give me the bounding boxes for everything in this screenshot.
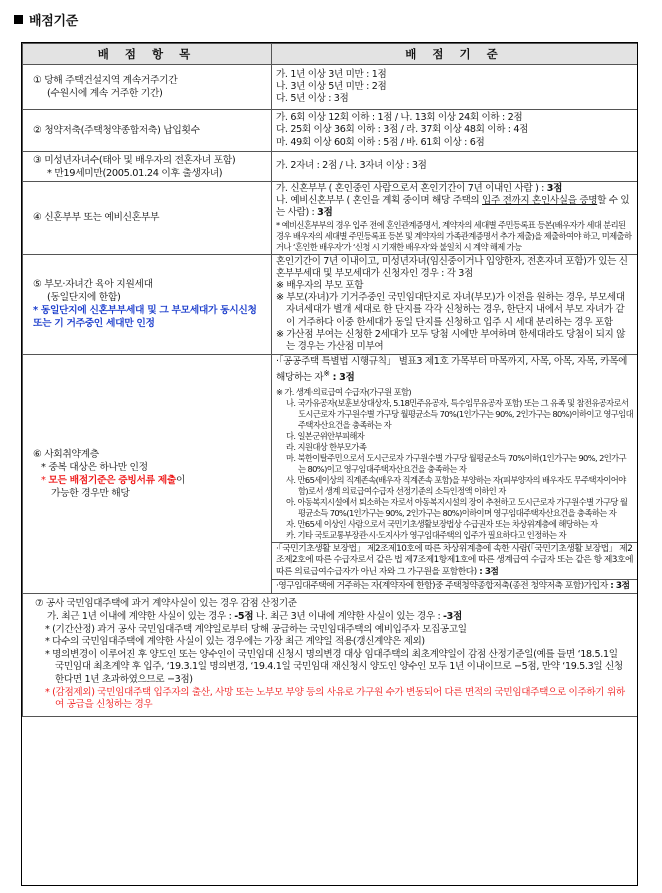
score-text: -3점	[443, 611, 462, 623]
criteria-line: 나. 3년 이상 5년 미만 : 2점	[276, 80, 387, 92]
deduction-note: * 다수의 국민임대주택에 계약한 사실이 있는 경우에는 가장 최근 계약일 적용(갱신계약은 제외)	[45, 636, 425, 648]
table-row	[23, 110, 638, 152]
item-text: ② 청약저축(주택청약종합저축) 납입횟수	[33, 125, 200, 136]
criteria-cell	[272, 355, 638, 594]
deduction-line: 나. 최근 3년 이내에 계약한 사실이 있는 경우 :	[253, 611, 444, 623]
criteria-line: 가. 신혼부부 ( 혼인중인 사람으로서 혼인기간이 7년 이내인 사람 ) :	[276, 183, 547, 194]
score-text: 3점	[546, 183, 563, 194]
list-item: ※ 가. 생계·의료급여 수급자(가구원 포함)	[276, 386, 412, 397]
score-text: : 3점	[607, 581, 630, 592]
table-header-row	[23, 44, 638, 65]
criteria-line: ※ 부모(자녀)가 기거주중인 국민임대단지로 자녀(부모)가 이전을 원하는 경우, 부모세대 자녀세대가 별개 세대로 한 단지를 각각 신청하는 경우, 한단지 내에서 부모 자녀가 같이 거주하다 이중 한세대가 동일 단지를 신청하고 입주 시 세대 분리하는 경우 포함	[276, 292, 625, 328]
criteria-line: 다. 25회 이상 36회 이하 : 3점 / 라. 37회 이상 48회 이하 : 4점	[276, 124, 529, 136]
list-item: 사. 만65세이상의 직계존속(배우자 직계존속 포함)을 부양하는 자(피부양자의 배우자도 무주택자이어야 함)로서 생계 의료급여수급자 선정기준의 소득인정액 이하인 자	[286, 474, 626, 496]
list-item: 자. 만65세 이상인 사람으로서 국민기초생활보장법상 수급권자 또는 차상위계층에 해당하는 자	[286, 518, 598, 529]
criteria-note: * 예비신혼부부의 경우 입주 전에 혼인관계증명서, 계약자의 세대별 주민등록표 등본(배우자가 세대 분리된 경우 배우자의 세대별 주민등록표 등본 및 계약자의 가족관계증명서 추가 제출)을 제출하여야 하고, 미제출하거나 ‘혼인한 배우자’가 ‘신청 시 기재한 배우자’와 불일치 시 계약 해제 가능	[276, 219, 632, 252]
criteria-line: 가. 2자녀 : 2점 / 나. 3자녀 이상 : 3점	[276, 160, 427, 172]
underlined-text: 입주 전까지 혼인사실을 증명	[482, 195, 598, 207]
criteria-subcell	[272, 543, 637, 580]
header-criteria: 배 점 기 준	[272, 44, 638, 65]
item-text: (수원시에 계속 거주한 기간)	[47, 88, 163, 99]
deduction-note-red: * (감점제외) 국민임대주택 입주자의 출산, 사망 또는 노부모 부양 등의 사유로 가구원 수가 변동되어 다른 면적의 국민임대주택으로 이주하기 위하여 공급을 신청하는 경우	[45, 686, 625, 711]
criteria-line: ·영구임대주택에 거주하는 자(계약자에 한함)중 주택청약종합저축(종전 청약저축 포함)가입자	[276, 581, 608, 592]
section-title	[14, 10, 78, 29]
item-text: ④ 신혼부부 또는 예비신혼부부	[33, 212, 160, 224]
list-item: 다. 일본군위안부피해자	[286, 430, 365, 441]
list-item: 카. 기타 국토교통부장관·시·도지사가 영구임대주택의 입주가 필요하다고 인정하는 자	[286, 529, 566, 540]
criteria-table	[22, 43, 638, 717]
criteria-cell	[272, 152, 638, 182]
item-note-red: 모든 배점기준은 증빙서류 제출	[48, 475, 176, 487]
criteria-subcell	[272, 355, 637, 543]
item-text: ⑥ 사회취약계층	[33, 449, 99, 461]
item-note-suffix: 이	[176, 475, 186, 487]
criteria-line: 혼인기간이 7년 이내이고, 미성년자녀(임신중이거나 입양한자, 전혼자녀 포함)가 있는 신혼부부세대 및 부모세대가 신청자인 경우 : 각 3점	[276, 255, 628, 279]
criteria-table-frame	[21, 42, 638, 886]
table-row	[23, 182, 638, 255]
criteria-line: ※ 가산점 부여는 신청한 2세대가 모두 당첨 시에만 부여하며 한세대라도 당첨이 되지 않는 경우는 가산점 미부여	[276, 328, 626, 353]
criteria-line: 마. 49회 이상 60회 이하 : 5점 / 바. 61회 이상 : 6점	[276, 136, 485, 148]
criteria-line: 나. 예비신혼부부 ( 혼인을 계획 중이며 해당 주택의	[276, 195, 483, 207]
list-item: 마. 북한이탈주민으로서 도시근로자 가구원수별 가구당 월평균소득 70%이하(1인가구는 90%, 2인가구는 80%)이고 영구임대주택자산요건을 충족하는 자	[286, 452, 627, 474]
list-item: 아. 아동복지시설에서 퇴소하는 자로서 아동복지시설의 장이 추천하고 도시근로자 가구원수별 가구당 월평균소득 70%(1인가구는 90%, 2인가구는 80%)이하이며 영구임대주택자산요건을 충족하는 자	[286, 496, 628, 518]
item-text: (동일단지에 한함)	[47, 292, 121, 304]
score-text: : 3점	[476, 566, 499, 577]
item-note: 가능한 경우만 해당	[51, 488, 130, 500]
deduction-note: * 명의변경이 이루어진 후 양도인 또는 양수인이 국민임대 신청시 명의변경 대상 임대주택의 최초계약일이 감점 산정기준일(예를 들면 ‘18.5.1일 국민임대 최초계약 후 입주, ‘19.3.1일 명의변경, ‘19.4.1일 국민임대 재신청시 양도인 양수인 모두 1년 이내이므로 −5점, 만약 ‘19.5.3일 신청한다면 1년 초과하였으므로 −3점)	[45, 648, 623, 686]
table-row	[23, 65, 638, 110]
item-note-blue: * 동일단지에 신혼부부세대 및 그 부모세대가 동시신청 또는 기 거주중인 세대만 인정	[33, 305, 257, 330]
table-row	[23, 152, 638, 182]
item-cell: ⑥ 사회취약계층 * 중복 대상은 하나만 인정 * 모든 배점기준은 증빙서류 제출이 가능한 경우만 해당	[23, 355, 272, 594]
item-text: ⑤ 부모·자녀간 육아 지원세대	[33, 279, 153, 291]
criteria-subcell	[272, 580, 637, 593]
item-text: ① 당해 주택건설지역 계속거주기간	[33, 75, 178, 86]
criteria-cell	[272, 65, 638, 110]
criteria-cell	[272, 110, 638, 152]
criteria-line: ·「공공주택 특별법 시행규칙」 별표3 제1호 가목부터 마목까지, 사목, 아목, 자목, 카목에 해당하는 자	[276, 356, 628, 384]
criteria-line: 할 수 있는 사람) :	[276, 195, 630, 219]
deduction-line: 가. 최근 1년 이내에 계약한 사실이 있는 경우 :	[47, 611, 235, 623]
table-row	[23, 254, 638, 355]
item-note: * 중복 대상은 하나만 인정	[41, 462, 148, 474]
deduction-title: ⑦ 공사 국민임대주택에 과거 계약사실이 있는 경우 감점 산정기준	[35, 598, 297, 610]
table-row	[23, 594, 638, 716]
score-text: -5점	[234, 611, 254, 623]
deduction-note: * (기간산정) 과거 공사 국민임대주택 계약일로부터 당해 공급하는 국민임대주택의 예비입주자 모집공고일	[45, 623, 467, 635]
section-title-text: 배점기준	[29, 14, 79, 29]
item-cell	[23, 65, 272, 110]
criteria-line: 가. 1년 이상 3년 미만 : 1점	[276, 68, 387, 80]
criteria-line: 다. 5년 이상 : 3점	[276, 93, 349, 105]
item-note: * 만19세미만(2005.01.24 이후 출생자녀)	[47, 167, 223, 179]
table-row	[23, 355, 638, 594]
item-text: ③ 미성년자녀수(태아 및 배우자의 전혼자녀 포함)	[33, 154, 236, 166]
square-bullet-icon	[14, 15, 23, 24]
criteria-cell	[272, 182, 638, 255]
criteria-line: ※ 배우자의 부모 포함	[276, 280, 364, 292]
criteria-cell	[272, 254, 638, 355]
item-cell	[23, 254, 272, 355]
list-item: 나. 국가유공자(보훈보상대상자, 5.18민주유공자, 특수임무유공자 포함) 또는 그 유족 및 참전유공자로서 도시근로자 가구원수별 가구당 월평균소득 70%(1인가구는 90%, 2인가구는 80%)이하이고 영구임대주택자산요건을 충족하는 자	[286, 397, 633, 430]
score-text: : 3점	[329, 372, 355, 384]
item-cell	[23, 110, 272, 152]
criteria-line: ·「국민기초생활 보장법」 제2조제10호에 따른 차상위계층에 속한 사람(「국민기초생활 보장법」 제2조제2호에 따른 수급자로서 같은 법 제7조제1항제1호에 따른 생계급여 수급자 또는 같은 항 제3호에 따른 의료급여수급자가 아닌 자와 그 가구원을 포함한다)	[276, 543, 633, 577]
item-cell	[23, 182, 272, 255]
header-item: 배 점 항 목	[23, 44, 272, 65]
footnote-mark: ※	[323, 369, 330, 379]
item-cell	[23, 152, 272, 182]
list-item: 라. 지원대상 한부모가족	[286, 441, 367, 452]
deduction-cell	[23, 594, 638, 716]
criteria-line: 가. 6회 이상 12회 이하 : 1점 / 나. 13회 이상 24회 이하 : 2점	[276, 112, 523, 124]
score-text: 3점	[317, 207, 333, 219]
